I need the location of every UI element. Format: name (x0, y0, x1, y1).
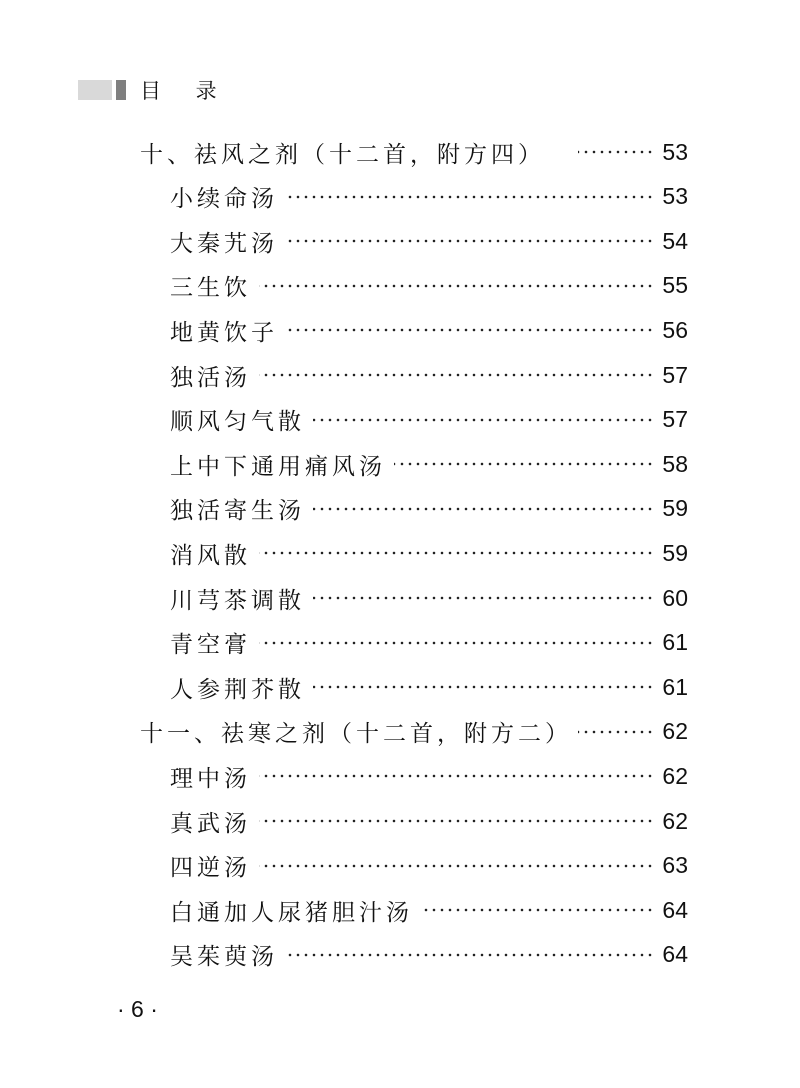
toc-page-number: 64 (662, 896, 688, 923)
page-header (78, 76, 231, 104)
toc-entry-row[interactable] (170, 754, 688, 798)
toc-page-number: 62 (662, 807, 688, 834)
toc-page-number: 54 (662, 227, 688, 254)
toc-entry-row[interactable] (170, 576, 688, 620)
toc-title: 青空膏 (170, 632, 251, 659)
dot-leader (286, 933, 654, 977)
dot-leader (578, 130, 654, 174)
toc-page-number: 53 (662, 183, 688, 210)
toc-page-number: 53 (662, 138, 688, 165)
toc-page-number: 62 (662, 762, 688, 789)
toc-title: 十一、祛寒之剂（十二首，附方二） (140, 721, 572, 748)
toc-page-number: 63 (662, 852, 688, 879)
dot-leader (313, 665, 654, 709)
toc-section-row[interactable] (140, 130, 688, 174)
dot-leader (313, 487, 654, 531)
toc-page-number: 55 (662, 272, 688, 299)
toc-page-number: 57 (662, 361, 688, 388)
toc-entry-row[interactable] (170, 799, 688, 843)
toc-section-row[interactable] (140, 710, 688, 754)
toc-title: 上中下通用痛风汤 (170, 453, 386, 480)
page-title: 目 录 (140, 79, 231, 103)
toc-entry-row[interactable] (170, 933, 688, 977)
dot-leader (259, 621, 654, 665)
dot-leader (259, 844, 654, 888)
dot-leader (421, 888, 654, 932)
toc-title: 四逆汤 (170, 855, 251, 882)
dot-leader (394, 442, 654, 486)
toc-entry-row[interactable] (170, 175, 688, 219)
toc-page-number: 64 (662, 941, 688, 968)
toc-entry-row[interactable] (170, 442, 688, 486)
toc-title: 独活汤 (170, 364, 251, 391)
toc-entry-row[interactable] (170, 219, 688, 263)
toc-title: 川芎茶调散 (170, 587, 305, 614)
toc-title: 人参荆芥散 (170, 676, 305, 703)
toc-entry-row[interactable] (170, 844, 688, 888)
toc-page-number: 58 (662, 450, 688, 477)
toc-entry-row[interactable] (170, 888, 688, 932)
page-number: · 6 · (117, 996, 158, 1022)
dot-leader (259, 264, 654, 308)
toc-page-number: 56 (662, 316, 688, 343)
toc-entry-row[interactable] (170, 308, 688, 352)
dot-leader (259, 353, 654, 397)
toc-page-number: 59 (662, 495, 688, 522)
toc-title: 顺风匀气散 (170, 409, 305, 436)
dot-leader (286, 219, 654, 263)
dot-leader (313, 398, 654, 442)
toc-title: 地黄饮子 (170, 319, 278, 346)
dot-leader (259, 754, 654, 798)
header-decoration-bar (78, 80, 112, 100)
toc-title: 吴茱萸汤 (170, 944, 278, 971)
toc-entry-row[interactable] (170, 621, 688, 665)
toc-page-number: 59 (662, 539, 688, 566)
toc-title: 白通加人尿猪胆汁汤 (170, 899, 413, 926)
header-decoration-marker (116, 80, 126, 100)
toc-title: 消风散 (170, 542, 251, 569)
toc-entry-row[interactable] (170, 264, 688, 308)
toc-page-number: 62 (662, 718, 688, 745)
toc-page-number: 61 (662, 629, 688, 656)
toc-entry-row[interactable] (170, 665, 688, 709)
toc-title: 三生饮 (170, 275, 251, 302)
toc-title: 小续命汤 (170, 186, 278, 213)
toc-title: 大秦艽汤 (170, 230, 278, 257)
toc-entry-row[interactable] (170, 531, 688, 575)
toc-entry-row[interactable] (170, 487, 688, 531)
dot-leader (259, 531, 654, 575)
toc-page-number: 57 (662, 406, 688, 433)
toc-page-number: 61 (662, 673, 688, 700)
dot-leader (286, 175, 654, 219)
toc-page-number: 60 (662, 584, 688, 611)
toc-title: 独活寄生汤 (170, 498, 305, 525)
dot-leader (259, 799, 654, 843)
dot-leader (313, 576, 654, 620)
dot-leader (578, 710, 654, 754)
dot-leader (286, 308, 654, 352)
toc-entry-row[interactable] (170, 398, 688, 442)
toc-entry-row[interactable] (170, 353, 688, 397)
toc-title: 理中汤 (170, 765, 251, 792)
toc-title: 真武汤 (170, 810, 251, 837)
toc-title: 十、祛风之剂（十二首，附方四） (140, 141, 545, 168)
